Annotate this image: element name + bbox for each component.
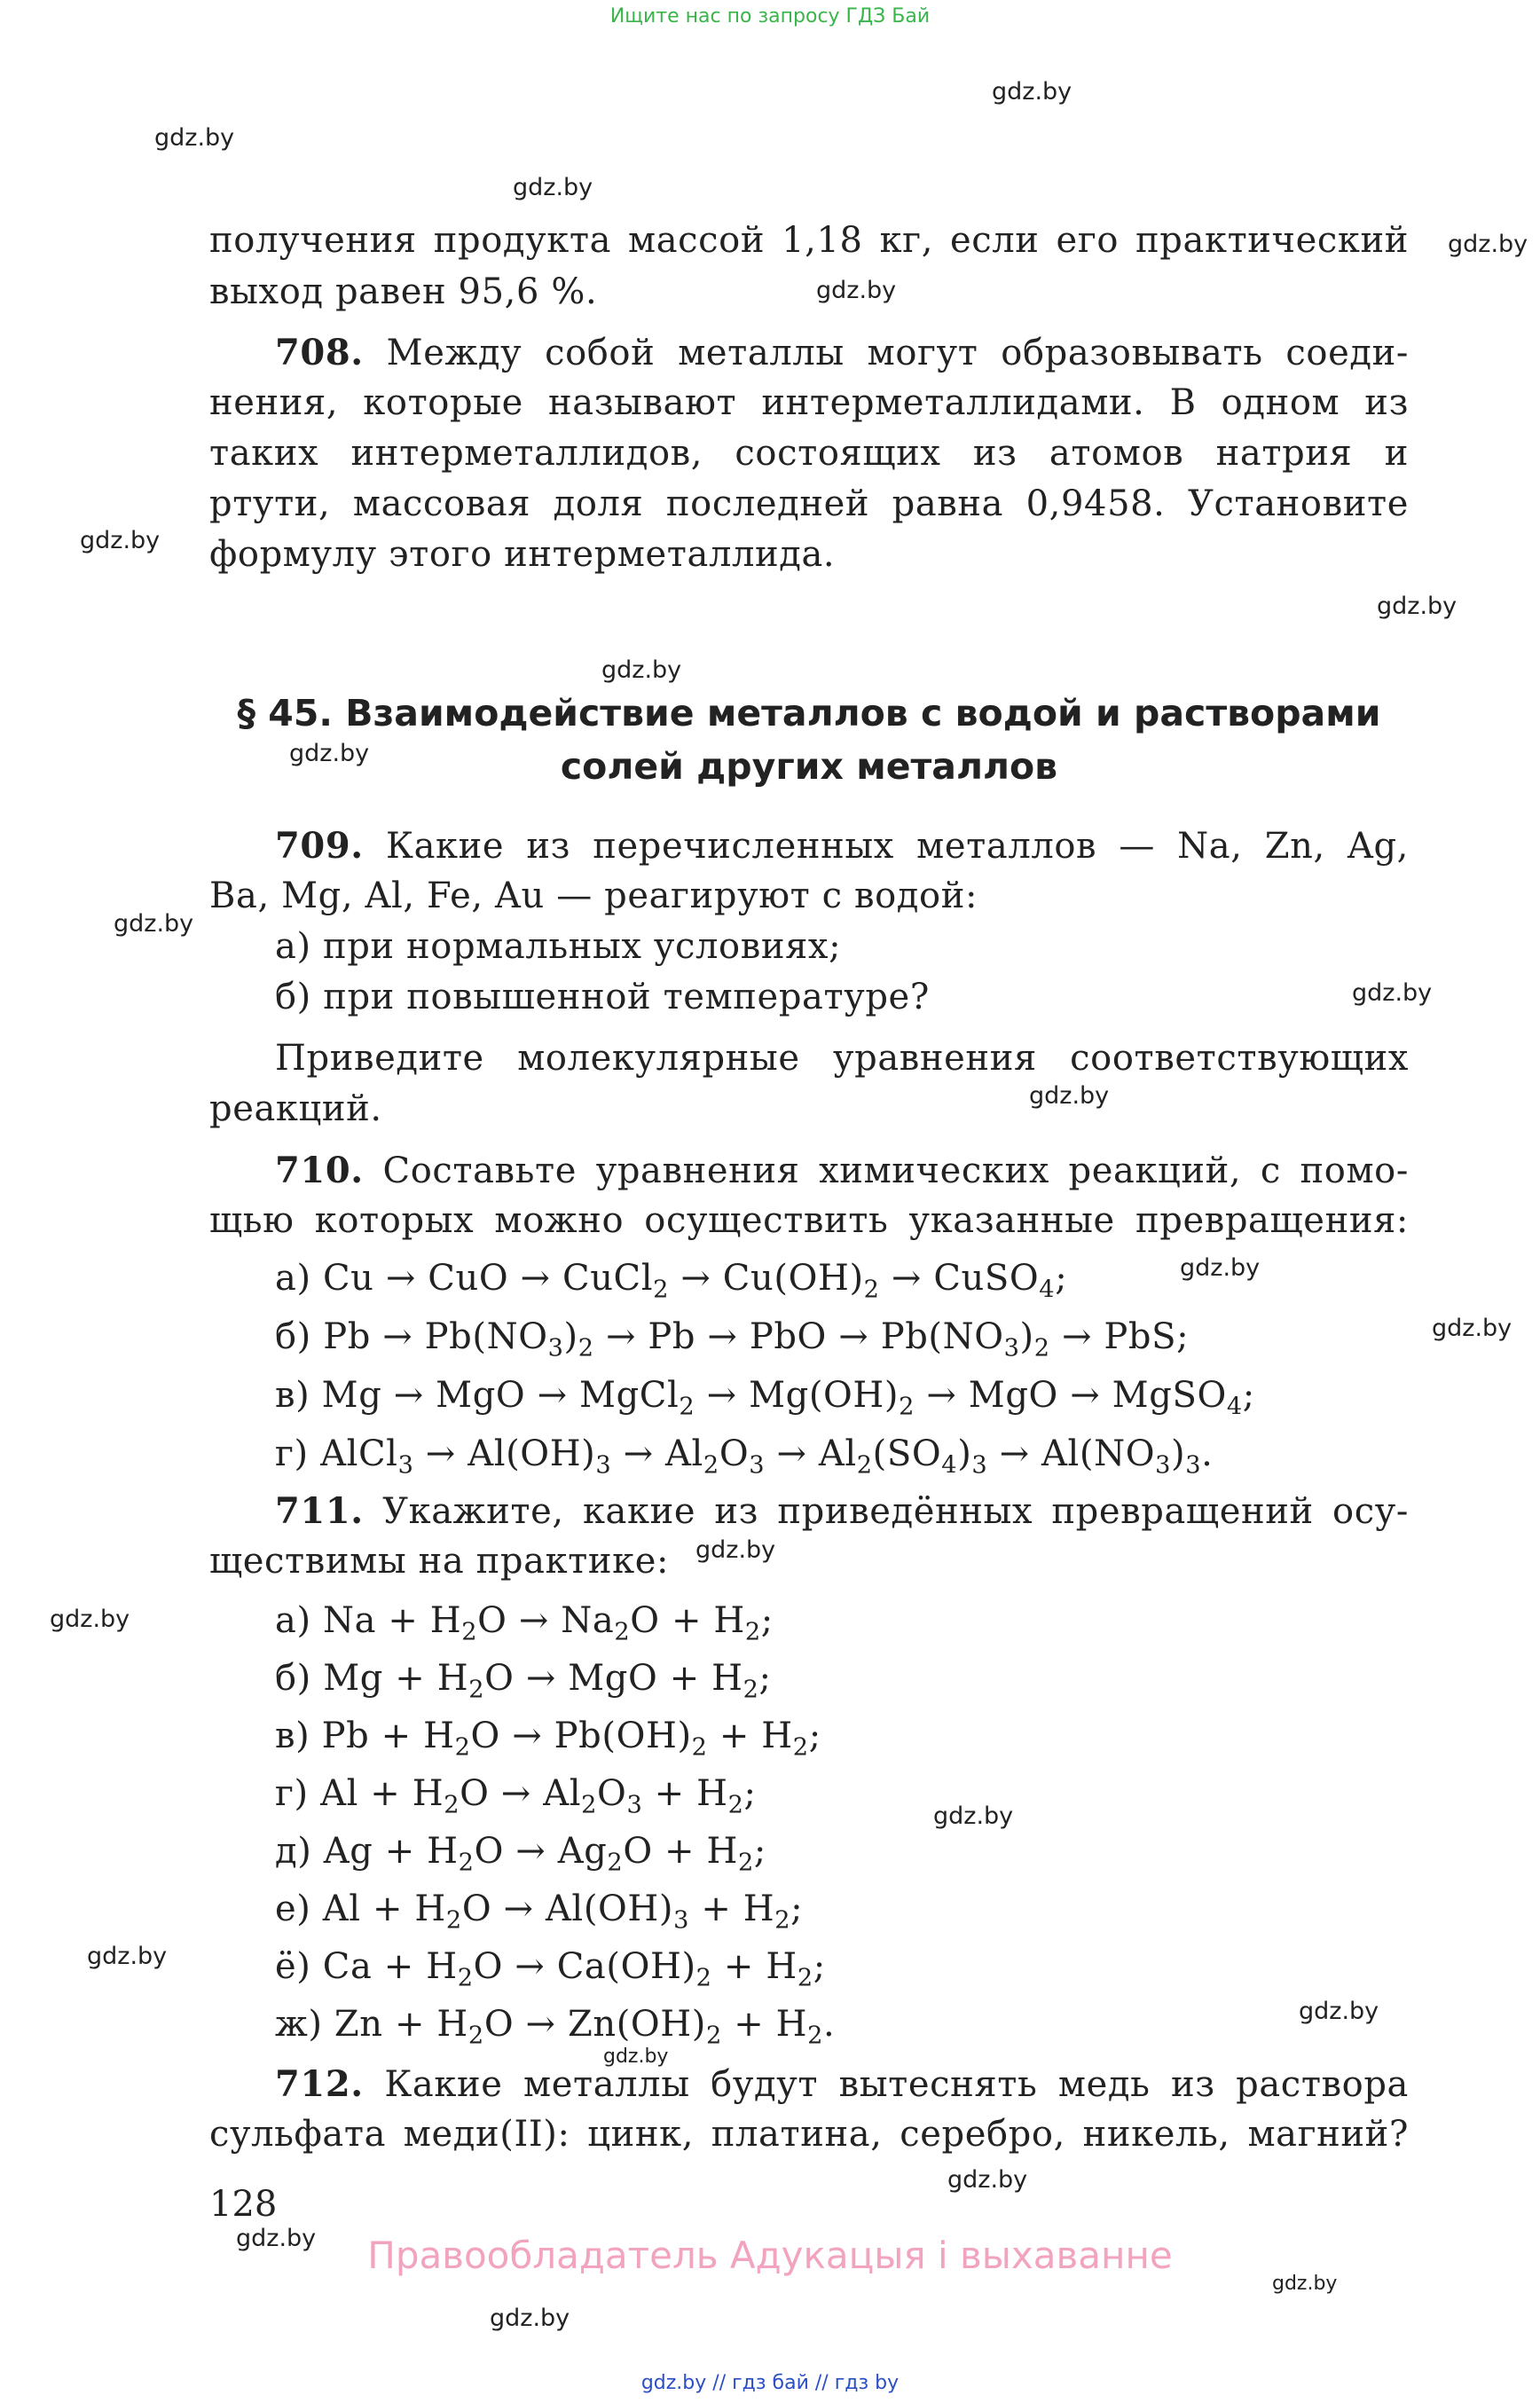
task-708-line: таких интерметаллидов, состоящих из атомов натрия и [209,433,1409,474]
watermark: gdz.by [50,1606,130,1633]
watermark: gdz.by [603,2046,669,2068]
subscript: 2 [458,1849,475,1877]
subscript: 2 [695,1964,712,1992]
subscript: 2 [445,1906,462,1935]
subscript: 2 [468,2022,484,2050]
task-number: 712. [275,2063,364,2105]
task-709-line [275,825,1409,867]
watermark: gdz.by [289,740,370,767]
copyright-notice: Правообладатель Адукацыя і выхаванне [367,2234,1173,2277]
task-number: 711. [275,1490,364,1532]
equation: а) $Na + H_2O \to Na_2O + H_2$; [275,1600,774,1646]
task-711-line: ществимы на практике: [209,1541,670,1582]
subscript: 4 [1039,1276,1056,1304]
equation: г) $Al + H_2O \to Al_2O_3 + H_2$; [275,1773,757,1819]
equation: б) $Mg + H_2O$ → MgO + $H_2$; [275,1658,772,1704]
equation: в) Mg → MgO → MgCl$_2$ → $Mg(OH)_2$ → MgO → MgSO$_4$; [275,1375,1255,1421]
equation: д) $Ag + H_2O \to Ag_2O + H_2$; [275,1831,766,1877]
task-text: Укажите, какие из приведённых превращений осу- [382,1491,1409,1532]
task-708-line: формулу этого интерметаллида. [209,534,836,575]
equation: ё) $Ca + H_2O \to Ca(OH)_2 + H_2$; [275,1946,826,1992]
task-text: Какие из перечисленных металлов — Na, Zn, Ag, [386,826,1409,867]
subscript: 3 [971,1451,988,1480]
subscript: 2 [607,1849,624,1877]
task-text: Какие металлы будут вытеснять медь из раствора [384,2064,1409,2105]
subscript: 2 [744,1618,761,1646]
watermark: gdz.by [933,1802,1014,1830]
task-709-line: реакций. [209,1088,382,1129]
task-text: Составьте уравнения химических реакций, с помо- [382,1150,1409,1191]
watermark: gdz.by [114,910,194,938]
subscript: 2 [742,1676,759,1704]
subscript: 2 [706,2022,722,2050]
subscript: 2 [653,1276,670,1304]
subscript: 2 [792,1733,809,1762]
subscript: 3 [1185,1451,1202,1480]
equation: е) $Al + H_2O \to Al(OH)_3 + H_2$; [275,1889,804,1935]
subscript: 2 [856,1451,873,1480]
equation: ж) $Zn + H_2O \to Zn(OH)_2 + H_2$. [275,2004,836,2050]
task-708-line: ртути, массовая доля последней равна 0,9458. Установите [209,483,1409,524]
subscript: 4 [941,1451,958,1480]
watermark: gdz.by [816,277,897,304]
task-708-line [275,332,1409,373]
subscript: 2 [899,1393,915,1421]
subscript: 2 [578,1334,594,1362]
subscript: 2 [457,1964,474,1992]
top-banner[interactable]: Ищите нас по запросу ГДЗ Бай [609,5,931,27]
subscript: 2 [444,1791,460,1819]
watermark: gdz.by [236,2225,317,2252]
task-709-item: б) при повышенной температуре? [275,977,930,1017]
subscript: 2 [461,1618,478,1646]
intro-line: выход равен 95,6 %. [209,271,598,312]
watermark: gdz.by [1352,979,1433,1007]
subscript: 3 [749,1451,766,1480]
subscript: 3 [547,1334,564,1362]
subscript: 3 [1003,1334,1020,1362]
section-heading-line: солей других металлов [560,745,1058,788]
task-number: 708. [275,332,364,373]
subscript: 3 [397,1451,414,1480]
watermark: gdz.by [1029,1082,1110,1110]
page-number: 128 [209,2184,278,2225]
watermark: gdz.by [947,2166,1028,2194]
watermark: gdz.by [1272,2273,1338,2295]
task-712-line: сульфата меди(II): цинк, платина, серебро, никель, магний? [209,2114,1409,2155]
subscript: 3 [673,1906,690,1935]
subscript: 2 [1033,1334,1050,1362]
watermark: gdz.by [601,656,682,684]
task-number: 710. [275,1150,364,1191]
subscript: 2 [807,2022,824,2050]
subscript: 3 [1155,1451,1172,1480]
watermark: gdz.by [87,1943,168,1970]
subscript: 2 [797,1964,813,1992]
equation: а) Cu → CuO → CuCl$_2$ → $Cu(OH)_2$ → CuSO$_4$; [275,1258,1068,1304]
watermark: gdz.by [992,78,1072,106]
task-text: Между собой металлы могут образовывать соеди- [386,333,1409,373]
equation: в) $Pb + H_2O \to Pb(OH)_2 + H_2$; [275,1716,821,1762]
subscript: 2 [703,1451,719,1480]
section-heading-line: § 45. Взаимодействие металлов с водой и растворами [237,692,1381,734]
subscript: 3 [595,1451,612,1480]
watermark: gdz.by [80,527,161,554]
subscript: 2 [774,1906,791,1935]
section-heading [209,687,1409,793]
task-709-line: Ba, Mg, Al, Fe, Au — реагируют с водой: [209,876,978,916]
watermark: gdz.by [1432,1315,1512,1342]
watermark: gdz.by [1299,1998,1379,2025]
equation: б) $Pb \to Pb(NO_3)_2 \to Pb$ → PbO → $Pb(NO_3)_2$ → PbS; [275,1316,1190,1362]
watermark: gdz.by [513,174,593,201]
task-710-line: щью которых можно осуществить указанные превращения: [209,1200,1409,1241]
task-712-line [275,2063,1409,2105]
subscript: 2 [454,1733,471,1762]
subscript: 2 [863,1276,880,1304]
subscript: 4 [1226,1393,1243,1421]
watermark: gdz.by [1448,231,1528,258]
task-711-line [275,1490,1409,1532]
watermark: gdz.by [1180,1254,1261,1282]
subscript: 2 [614,1618,631,1646]
task-709-item: а) при нормальных условиях; [275,926,842,967]
subscript: 2 [468,1676,485,1704]
intro-line: получения продукта массой 1,18 кг, если его практический [209,220,1409,261]
watermark: gdz.by [695,1536,776,1564]
watermark: gdz.by [1377,593,1458,620]
subscript: 2 [727,1791,744,1819]
watermark: gdz.by [154,124,235,152]
task-710-line [275,1150,1409,1191]
subscript: 2 [581,1791,598,1819]
watermark: gdz.by [490,2305,570,2332]
subscript: 2 [737,1849,754,1877]
subscript: 2 [691,1733,708,1762]
footer-links[interactable]: gdz.by // гдз бай // гдз by [640,2372,900,2394]
task-709-line: Приведите молекулярные уравнения соответствующих [275,1038,1409,1079]
subscript: 2 [679,1393,695,1421]
task-708-line: нения, которые называют интерметаллидами. В одном из [209,382,1409,423]
equation: г) AlCl$_3$ → $Al(OH)_3 \to Al_2O_3 \to Al_2(SO_4)_3 \to Al(NO_3)_3$. [275,1433,1214,1480]
subscript: 3 [626,1791,643,1819]
task-number: 709. [275,825,364,867]
